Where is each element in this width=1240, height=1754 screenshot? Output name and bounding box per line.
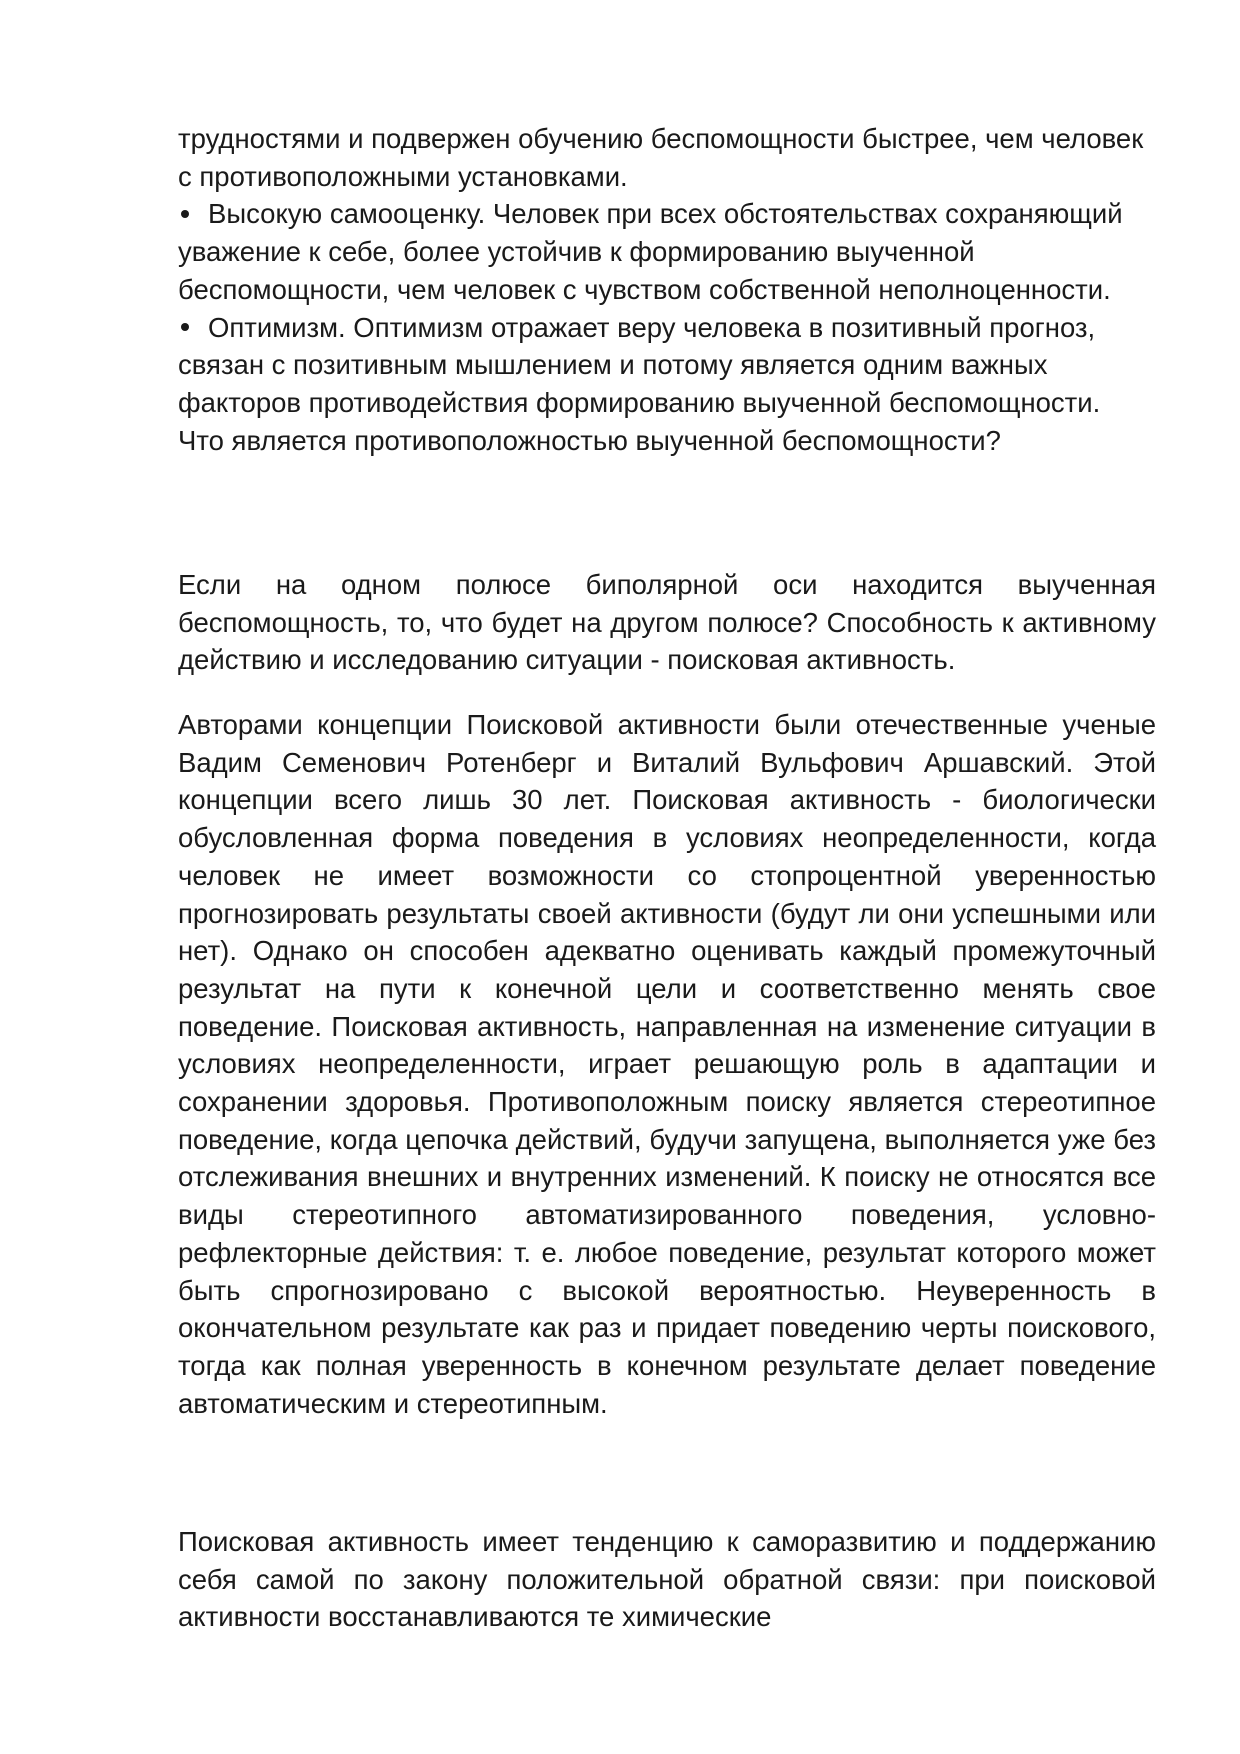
paragraph-text: Авторами концепции Поисковой активности были отечественные ученые Вадим Семенович Ротенберг и Виталий Вульфович Аршавский. Этой концепции всего лишь 30 лет. Поисковая активность - биологически обусловленная форма поведения в условиях неопределенности, когда человек не имеет возможности со стопроцентной уверенностью прогнозировать результаты своей активности (будут ли они успешными или нет). Однако он способен адекватно оценивать каждый промежуточный результат на пути к конечной цели и соответственно менять свое поведение. Поисковая активность, направленная на изменение ситуации в условиях неопределенности, играет решающую роль в адаптации и сохранении здоровья. Противоположным поиску является стереотипное поведение, когда цепочка действий, будучи запущена, выполняется уже без отслеживания внешних и внутренних изменений. К поиску не относятся все виды стереотипного автоматизированного поведения, условно-рефлекторные действия: т. е. любое поведение, результат которого может быть спрогнозировано с высокой вероятностью. Неуверенность в окончательном результате как раз и придает поведению черты поискового, тогда как полная уверенность в конечном результате делает поведение автоматическим и стереотипным. [178,709,1156,1419]
bullet-text: Высокую самооценку. Человек при всех обстоятельствах сохраняющий уважение к себе, более устойчив к формированию выученной беспомощности, чем человек с чувством собственной неполноценности. [178,198,1123,305]
continuation-paragraph: трудностями и подвержен обучению беспомощности быстрее, чем человек с противоположными установками. [178,123,1144,192]
paragraph-search-activity-concept [178,706,1156,1422]
bullet-icon [178,309,208,347]
list-section [178,120,1156,459]
bullet-icon [178,195,208,233]
bullet-text: Оптимизм. Оптимизм отражает веру человека в позитивный прогноз, связан с позитивным мышлением и потому является одним важных факторов противодействия формированию выученной беспомощности. [178,311,1101,418]
paragraph-bipolar-axis [178,566,1156,679]
bullet-item-self-esteem [178,195,1156,308]
paragraph-text: Если на одном полюсе биполярной оси находится выученная беспомощность, то, что будет на другом полюсе? Способность к активному действию и исследованию ситуации - поисковая активность. [178,569,1156,676]
paragraph-text: Поисковая активность имеет тенденцию к саморазвитию и поддержанию себя самой по закону положительной обратной связи: при поисковой активности восстанавливаются те химические [178,1526,1156,1633]
paragraph-self-development [178,1523,1156,1636]
question-line: Что является противоположностью выученной беспомощности? [178,424,1001,456]
bullet-item-optimism [178,309,1156,422]
